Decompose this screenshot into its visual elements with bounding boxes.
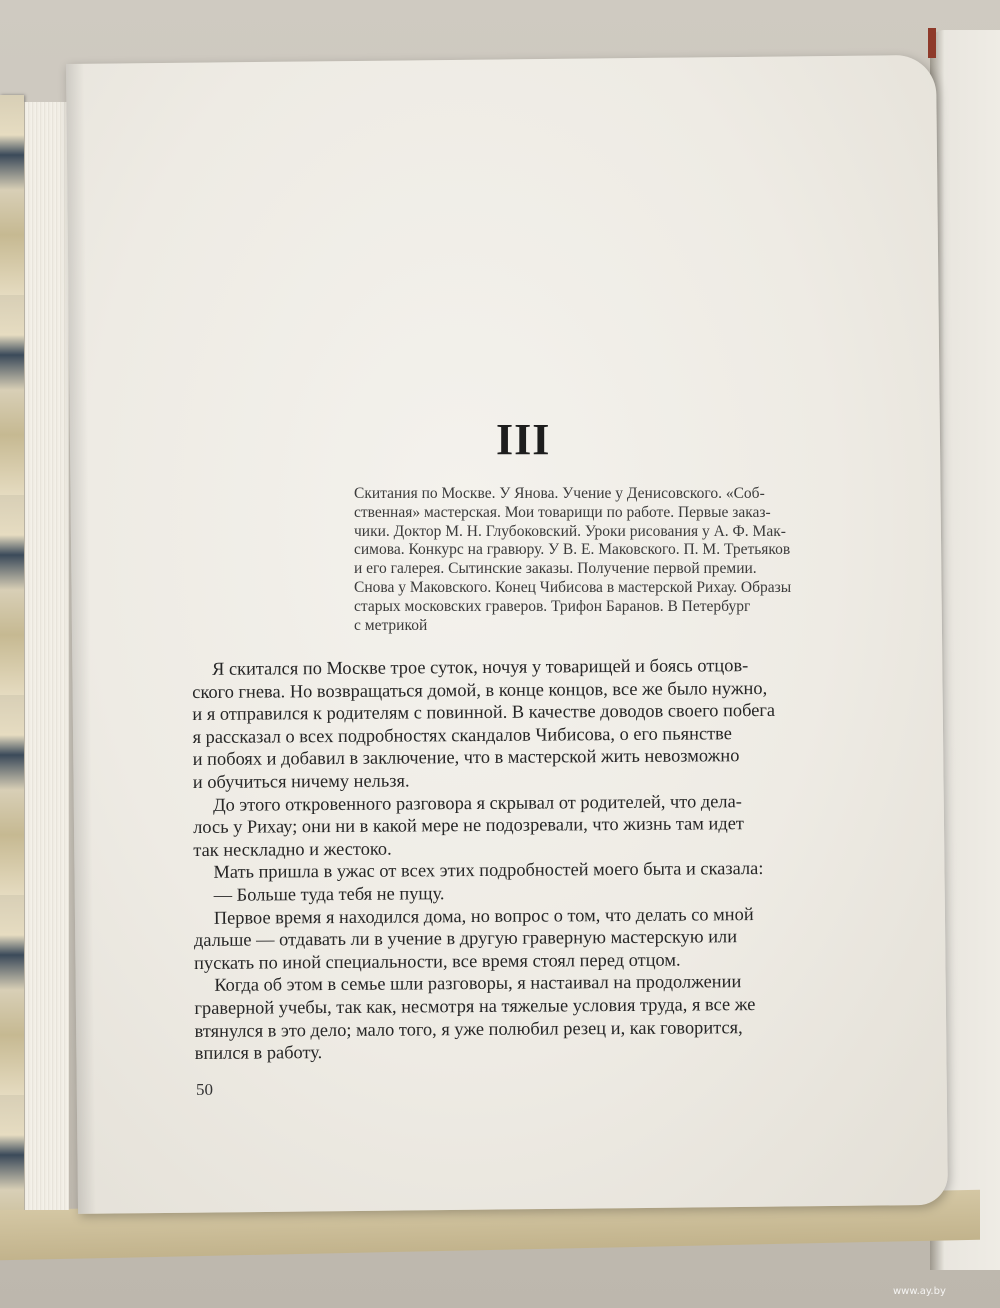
body-line: Мать пришла в ужас от всех этих подробностей моего быта и сказала: — [213, 858, 764, 883]
body-line: До этого откровенного разговора я скрывал от родителей, что дела- — [212, 790, 742, 815]
summary-line: ственная» мастерская. Мои товарищи по работе. Первые заказ- — [354, 503, 771, 521]
summary-line: симова. Конкурс на гравюру. У В. Е. Маковского. П. М. Третьяков — [354, 541, 791, 559]
chapter-number: III — [496, 415, 551, 464]
body-line: пускать по иной специальности, все время стоял перед отцом. — [194, 949, 681, 973]
body-line: и я отправился к родителям с повинной. В качестве доводов своего побега — [192, 700, 776, 725]
body-line: втянулся в это дело; мало того, я уже полюбил резец и, как говорится, — [194, 1016, 743, 1041]
body-line: лось у Рихау; они ни в какой мере не подозревали, что жизнь там идет — [193, 813, 744, 838]
page-number: 50 — [196, 1080, 213, 1099]
body-line: — Больше туда тебя не пущу. — [213, 883, 445, 905]
summary-line: старых московских граверов. Трифон Баранов. В Петербург — [354, 597, 751, 615]
body-line: впился в работу. — [194, 1042, 323, 1064]
body-line: дальше — отдавать ли в учение в другую граверную мастерскую или — [193, 926, 738, 951]
chapter-summary — [354, 485, 914, 635]
body-line: Первое время я находился дома, но вопрос о том, что делать со мной — [213, 903, 754, 928]
body-line: я рассказал о всех подробностях скандалов Чибисова, о его пьянстве — [192, 723, 732, 747]
summary-line: Скитания по Москве. У Янова. Учение у Денисовского. «Соб- — [354, 485, 765, 502]
body-line: так нескладно и жестоко. — [193, 838, 392, 860]
body-line: Я скитался по Москве трое суток, ночуя у товарищей и боясь отцов- — [212, 655, 749, 679]
watermark: www.ay.by — [893, 1286, 946, 1297]
body-line: Когда об этом в семье шли разговоры, я настаивал на продолжении — [214, 971, 742, 996]
summary-line: Снова у Маковского. Конец Чибисова в мастерской Рихау. Образы — [354, 578, 792, 596]
body-line: и побоях и добавил в заключение, что в мастерской жить невозможно — [192, 745, 740, 770]
summary-line: и его галерея. Сытинские заказы. Получение первой премии. — [354, 560, 757, 578]
body-line: граверной учебы, так как, несмотря на тяжелые условия труда, я все же — [194, 993, 756, 1018]
body-text — [192, 653, 911, 1065]
summary-line: с метрикой — [354, 616, 428, 634]
summary-line: чики. Доктор М. Н. Глубоковский. Уроки рисования у А. Ф. Мак- — [354, 522, 786, 540]
body-line: ского гнева. Но возвращаться домой, в конце концов, все же было нужно, — [192, 677, 768, 702]
body-line: и обучиться ничему нельзя. — [192, 770, 410, 792]
